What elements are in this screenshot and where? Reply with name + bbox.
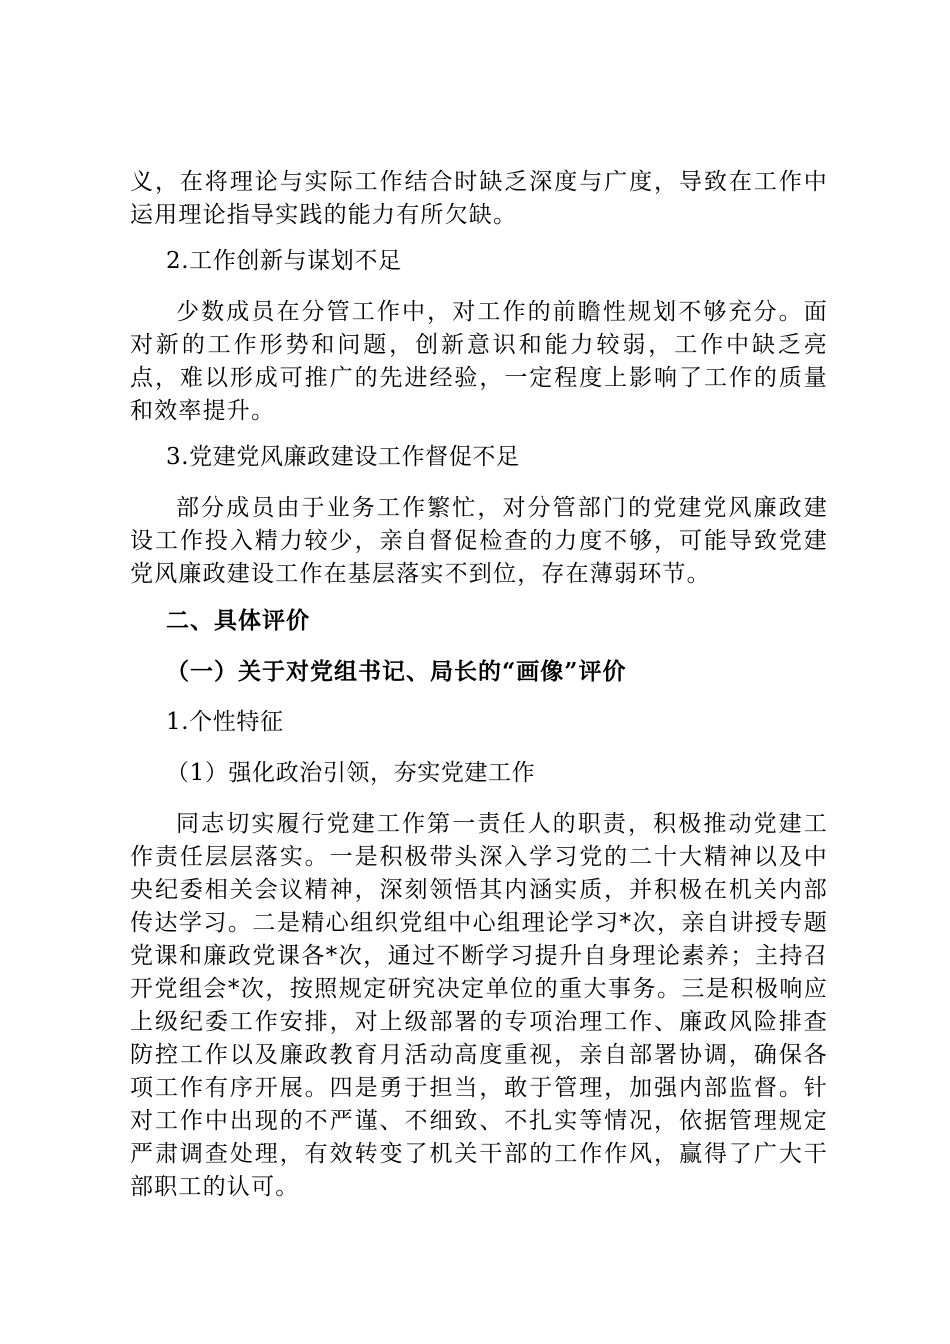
paragraph-theory-gap: 义，在将理论与实际工作结合时缺乏深度与广度，导致在工作中运用理论指导实践的能力有所欠缺。 <box>130 169 828 228</box>
section-heading-secretary-portrait: （一）关于对党组书记、局长的“画像”评价 <box>166 658 627 685</box>
document-page <box>130 166 828 1217</box>
section-heading-evaluation: 二、具体评价 <box>166 607 310 634</box>
subheading-political-guidance: （1）强化政治引领，夯实党建工作 <box>166 760 536 786</box>
subheading-innovation: 2.工作创新与谋划不足 <box>166 248 402 274</box>
subheading-party-building: 3.党建党风廉政建设工作督促不足 <box>166 444 520 470</box>
subheading-personality: 1.个性特征 <box>166 709 284 735</box>
paragraph-innovation: 少数成员在分管工作中，对工作的前瞻性规划不够充分。面对新的工作形势和问题，创新意识和能力较弱，工作中缺乏亮点，难以形成可推广的先进经验，一定程度上影响了工作的质量和效率提升。 <box>130 299 828 424</box>
paragraph-party-building: 部分成员由于业务工作繁忙，对分管部门的党建党风廉政建设工作投入精力较少，亲自督促检查的力度不够，可能导致党建党风廉政建设工作在基层落实不到位，存在薄弱环节。 <box>130 495 828 587</box>
paragraph-political-guidance: 同志切实履行党建工作第一责任人的职责，积极推动党建工作责任层层落实。一是积极带头深入学习党的二十大精神以及中央纪委相关会议精神，深刻领悟其内涵实质，并积极在机关内部传达学习。二是精心组织党组中心组理论学习*次，亲自讲授专题党课和廉政党课各*次，通过不断学习提升自身理论素养；主持召开党组会*次，按照规定研究决定单位的重大事务。三是积极响应上级纪委工作安排，对上级部署的专项治理工作、廉政风险排查防控工作以及廉政教育月活动高度重视，亲自部署协调，确保各项工作有序开展。四是勇于担当，敢于管理，加强内部监督。针对工作中出现的不严谨、不细致、不扎实等情况，依据管理规定严肃调查处理，有效转变了机关干部的工作作风，赢得了广大干部职工的认可。 <box>130 811 828 1200</box>
